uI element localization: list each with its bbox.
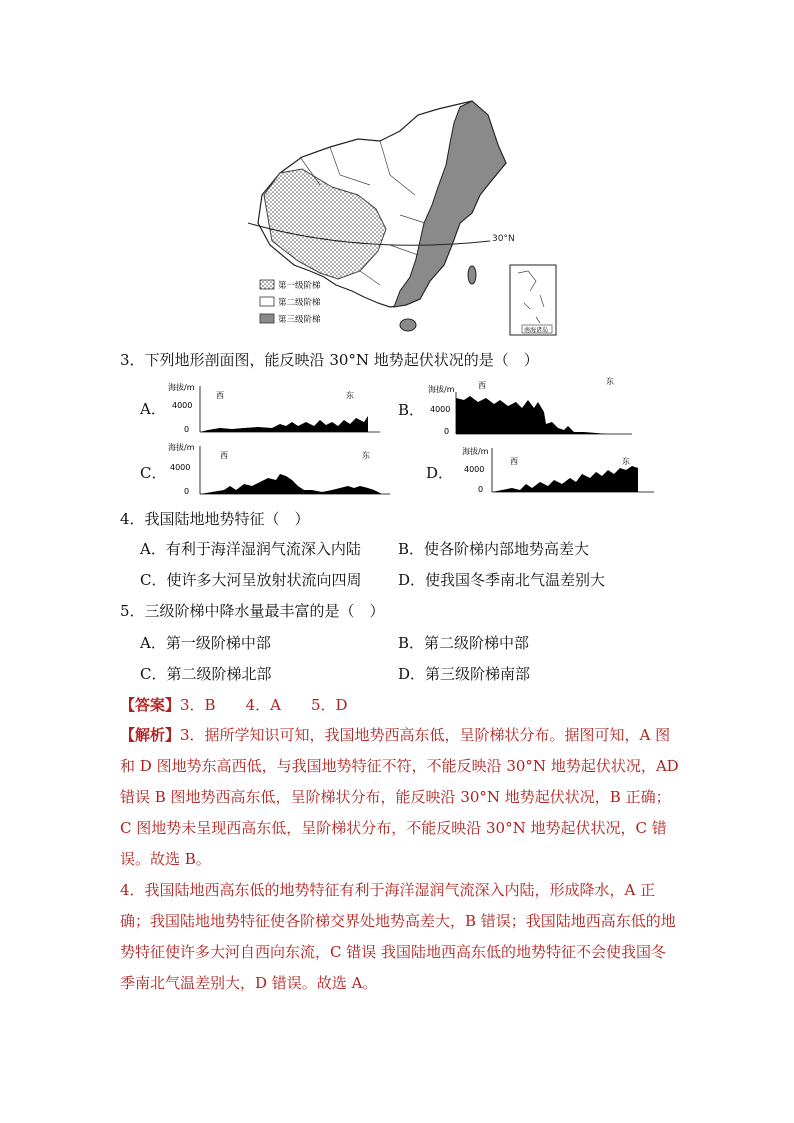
answer-line bbox=[120, 695, 348, 715]
profile-a-east: 东 bbox=[346, 391, 354, 400]
profile-c-west: 西 bbox=[220, 451, 228, 460]
profile-d[interactable] bbox=[462, 442, 654, 494]
profile-d-terrain bbox=[492, 466, 638, 492]
profile-b-ylabel: 海拔/m bbox=[428, 385, 455, 394]
profile-a-y0: 0 bbox=[184, 425, 190, 434]
profile-c-ylabel: 海拔/m bbox=[168, 443, 195, 452]
profile-d-chart bbox=[462, 442, 654, 494]
profile-b-y4000: 4000 bbox=[430, 405, 451, 414]
profile-a-chart bbox=[168, 382, 380, 434]
profile-c-east: 东 bbox=[362, 451, 370, 460]
option-b-letter[interactable]: B． bbox=[398, 401, 425, 419]
profile-c-y0: 0 bbox=[184, 487, 190, 496]
q4-option-b[interactable]: B．使各阶梯内部地势高差大 bbox=[398, 540, 590, 558]
south-sea-inset bbox=[510, 265, 556, 335]
q5-option-b[interactable]: B．第二级阶梯中部 bbox=[398, 634, 530, 652]
profile-c[interactable] bbox=[168, 440, 390, 496]
profile-b[interactable] bbox=[428, 374, 640, 436]
profile-b-y0: 0 bbox=[444, 427, 450, 436]
legend-second-step: 第二级阶梯 bbox=[278, 298, 321, 308]
option-d-letter[interactable]: D． bbox=[426, 464, 454, 482]
q4-option-c[interactable]: C．使许多大河呈放射状流向四周 bbox=[140, 571, 362, 589]
profile-d-east: 东 bbox=[622, 457, 630, 466]
q4-option-d[interactable]: D．使我国冬季南北气温差别大 bbox=[398, 571, 606, 589]
profile-c-y4000: 4000 bbox=[170, 463, 191, 472]
question-4-text: 4．我国陆地地势特征（ ） bbox=[120, 510, 310, 528]
profile-c-terrain bbox=[200, 474, 382, 494]
analysis-block bbox=[120, 720, 680, 999]
q4-option-a[interactable]: A．有利于海洋湿润气流深入内陆 bbox=[140, 540, 361, 558]
profile-b-east: 东 bbox=[606, 377, 614, 386]
profile-b-chart bbox=[428, 374, 640, 436]
profile-c-chart bbox=[168, 440, 390, 496]
profile-d-ylabel: 海拔/m bbox=[462, 447, 489, 456]
profile-d-west: 西 bbox=[510, 457, 518, 466]
profile-b-west: 西 bbox=[478, 381, 486, 390]
profile-a-terrain bbox=[200, 416, 368, 432]
profile-b-terrain bbox=[456, 396, 608, 434]
taiwan-island bbox=[468, 266, 476, 284]
profile-a-ylabel: 海拔/m bbox=[168, 383, 195, 392]
analysis-paragraph-4: 4．我国陆地西高东低的地势特征有利于海洋湿润气流深入内陆，形成降水，A 正确；我国陆地地势特征使各阶梯交界处地势高差大，B 错误；我国陆地西高东低的地势特征使许多大河自西向东流，C 错误 我国陆地西高东低的地势特征不会使我国冬季南北气温差别大，D 错误。故选 A。 bbox=[120, 881, 676, 992]
latitude-label: 30°N bbox=[492, 234, 515, 244]
analysis-p1: 3．据所学知识可知，我国地势西高东低，呈阶梯状分布。据图可知，A 图和 D 图地势东高西低，与我国地势特征不符，不能反映沿 30°N 地势起伏状况，AD 错误 B 图地势西高东低，呈阶梯状分布，能反映沿 30°N 地势起伏状况，B 正确；C 图地势未呈现西高东低，呈阶梯状分布，不能反映沿 30°N 地势起伏状况，C 错误。故选 B。 bbox=[120, 726, 679, 868]
profile-a-y4000: 4000 bbox=[172, 401, 193, 410]
q5-option-c[interactable]: C．第二级阶梯北部 bbox=[140, 665, 272, 683]
question-3-text: 3．下列地形剖面图，能反映沿 30°N 地势起伏状况的是（ ） bbox=[120, 351, 539, 369]
q5-option-d[interactable]: D．第三级阶梯南部 bbox=[398, 665, 531, 683]
legend-third-step: 第三级阶梯 bbox=[278, 315, 321, 325]
answer-label: 【答案】 bbox=[120, 696, 181, 714]
option-a-letter[interactable]: A． bbox=[140, 400, 166, 418]
profile-d-y0: 0 bbox=[478, 485, 484, 494]
answer-text: 3．B 4．A 5．D bbox=[180, 696, 348, 714]
question-5-text: 5．三级阶梯中降水量最丰富的是（ ） bbox=[120, 602, 385, 620]
legend-first-step: 第一级阶梯 bbox=[278, 281, 321, 291]
q5-option-a[interactable]: A．第一级阶梯中部 bbox=[140, 634, 271, 652]
hainan-island bbox=[400, 319, 416, 331]
profile-a-west: 西 bbox=[216, 391, 224, 400]
china-terrain-map bbox=[240, 95, 565, 340]
profile-a[interactable] bbox=[168, 382, 380, 434]
profile-d-y4000: 4000 bbox=[464, 465, 485, 474]
option-c-letter[interactable]: C． bbox=[140, 464, 167, 482]
analysis-label: 【解析】 bbox=[120, 726, 181, 744]
analysis-paragraph-3 bbox=[120, 720, 680, 875]
inset-label: 南海诸岛 bbox=[524, 327, 549, 334]
